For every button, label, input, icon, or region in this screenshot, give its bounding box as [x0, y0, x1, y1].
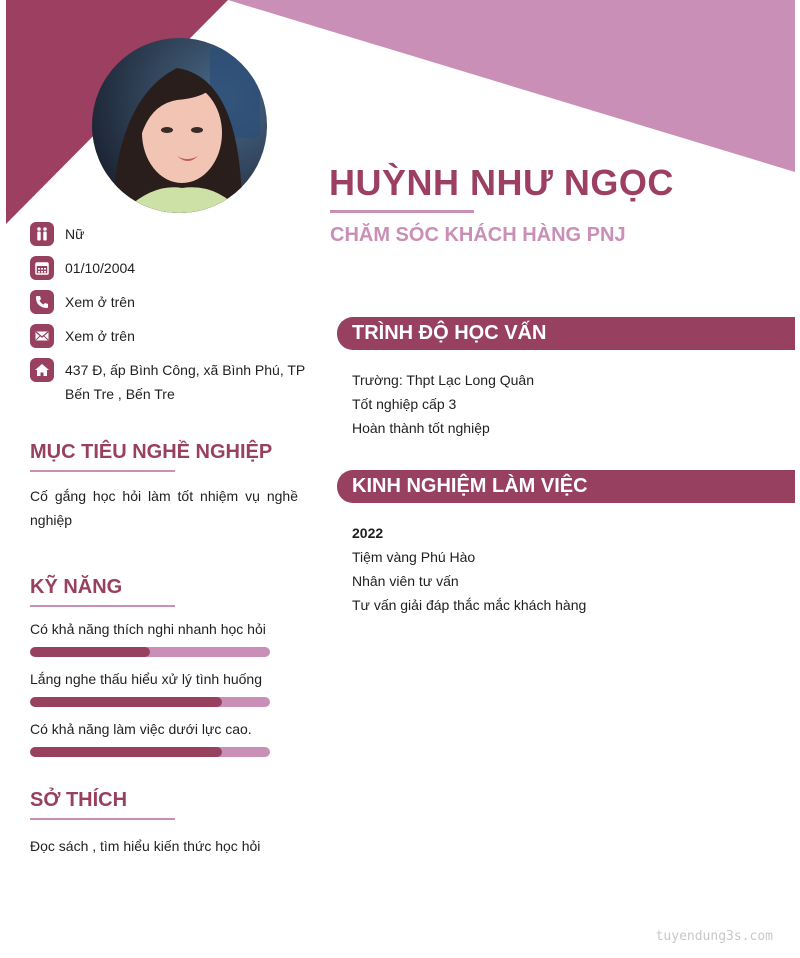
contact-list	[30, 222, 310, 416]
skill-label: Lắng nghe thấu hiểu xử lý tình huống	[30, 671, 262, 687]
skill-level-bar	[30, 697, 270, 707]
watermark: tuyendung3s.com	[655, 929, 773, 944]
skill-level-bar	[30, 647, 270, 657]
pink-triangle-band	[228, 0, 795, 172]
objective-text: Cố gắng học hỏi làm tốt nhiệm vụ nghề nghiệp	[30, 488, 298, 528]
education-line: Tốt nghiệp cấp 3	[352, 396, 457, 412]
experience-header-band	[337, 470, 795, 503]
objective-section	[30, 438, 298, 532]
skill-label: Có khả năng làm việc dưới lực cao.	[30, 721, 252, 737]
calendar-icon	[30, 256, 54, 280]
contact-birthday-text: 01/10/2004	[65, 260, 136, 276]
contact-phone-text: Xem ở trên	[65, 294, 135, 310]
hobbies-underline	[30, 818, 175, 820]
experience-year: 2022	[352, 525, 384, 541]
experience-line: Nhân viên tư vấn	[352, 573, 459, 589]
experience-content	[352, 521, 772, 617]
skill-label: Có khả năng thích nghi nhanh học hỏi	[30, 621, 266, 637]
contact-email-text: Xem ở trên	[65, 328, 135, 344]
contact-birthday	[30, 256, 310, 280]
name-underline	[330, 210, 474, 213]
objective-title: MỤC TIÊU NGHỀ NGHIỆP	[30, 441, 273, 463]
profile-photo	[92, 38, 267, 213]
contact-address	[30, 358, 310, 406]
education-line: Trường: Thpt Lạc Long Quân	[352, 372, 534, 388]
candidate-name: HUỲNH NHƯ NGỌC	[329, 162, 674, 203]
skills-title: KỸ NĂNG	[30, 576, 123, 598]
email-icon	[30, 324, 54, 348]
contact-address-text: 437 Đ, ấp Bình Công, xã Bình Phú, TP Bến Tre , Bến Tre	[65, 362, 305, 402]
hobbies-section	[30, 786, 298, 858]
education-content	[352, 368, 772, 440]
skill-level-fill	[30, 747, 222, 757]
skill-level-fill	[30, 647, 150, 657]
contact-gender	[30, 222, 310, 246]
contact-email	[30, 324, 310, 348]
experience-line: Tư vấn giải đáp thắc mắc khách hàng	[352, 597, 587, 613]
education-title: TRÌNH ĐỘ HỌC VẤN	[352, 322, 547, 344]
gender-icon	[30, 222, 54, 246]
objective-underline	[30, 470, 175, 472]
skill-level-fill	[30, 697, 222, 707]
experience-title: KINH NGHIỆM LÀM VIỆC	[352, 475, 588, 497]
contact-gender-text: Nữ	[65, 226, 85, 242]
skills-section	[30, 573, 270, 769]
job-title: CHĂM SÓC KHÁCH HÀNG PNJ	[330, 224, 626, 246]
skills-underline	[30, 605, 175, 607]
hobbies-text: Đọc sách , tìm hiểu kiến thức học hỏi	[30, 838, 261, 854]
hobbies-title: SỞ THÍCH	[30, 789, 128, 811]
contact-phone	[30, 290, 310, 314]
skill-level-bar	[30, 747, 270, 757]
experience-line: Tiệm vàng Phú Hào	[352, 549, 476, 565]
education-header-band	[337, 317, 795, 350]
home-icon	[30, 358, 54, 382]
education-line: Hoàn thành tốt nghiệp	[352, 420, 490, 436]
phone-icon	[30, 290, 54, 314]
